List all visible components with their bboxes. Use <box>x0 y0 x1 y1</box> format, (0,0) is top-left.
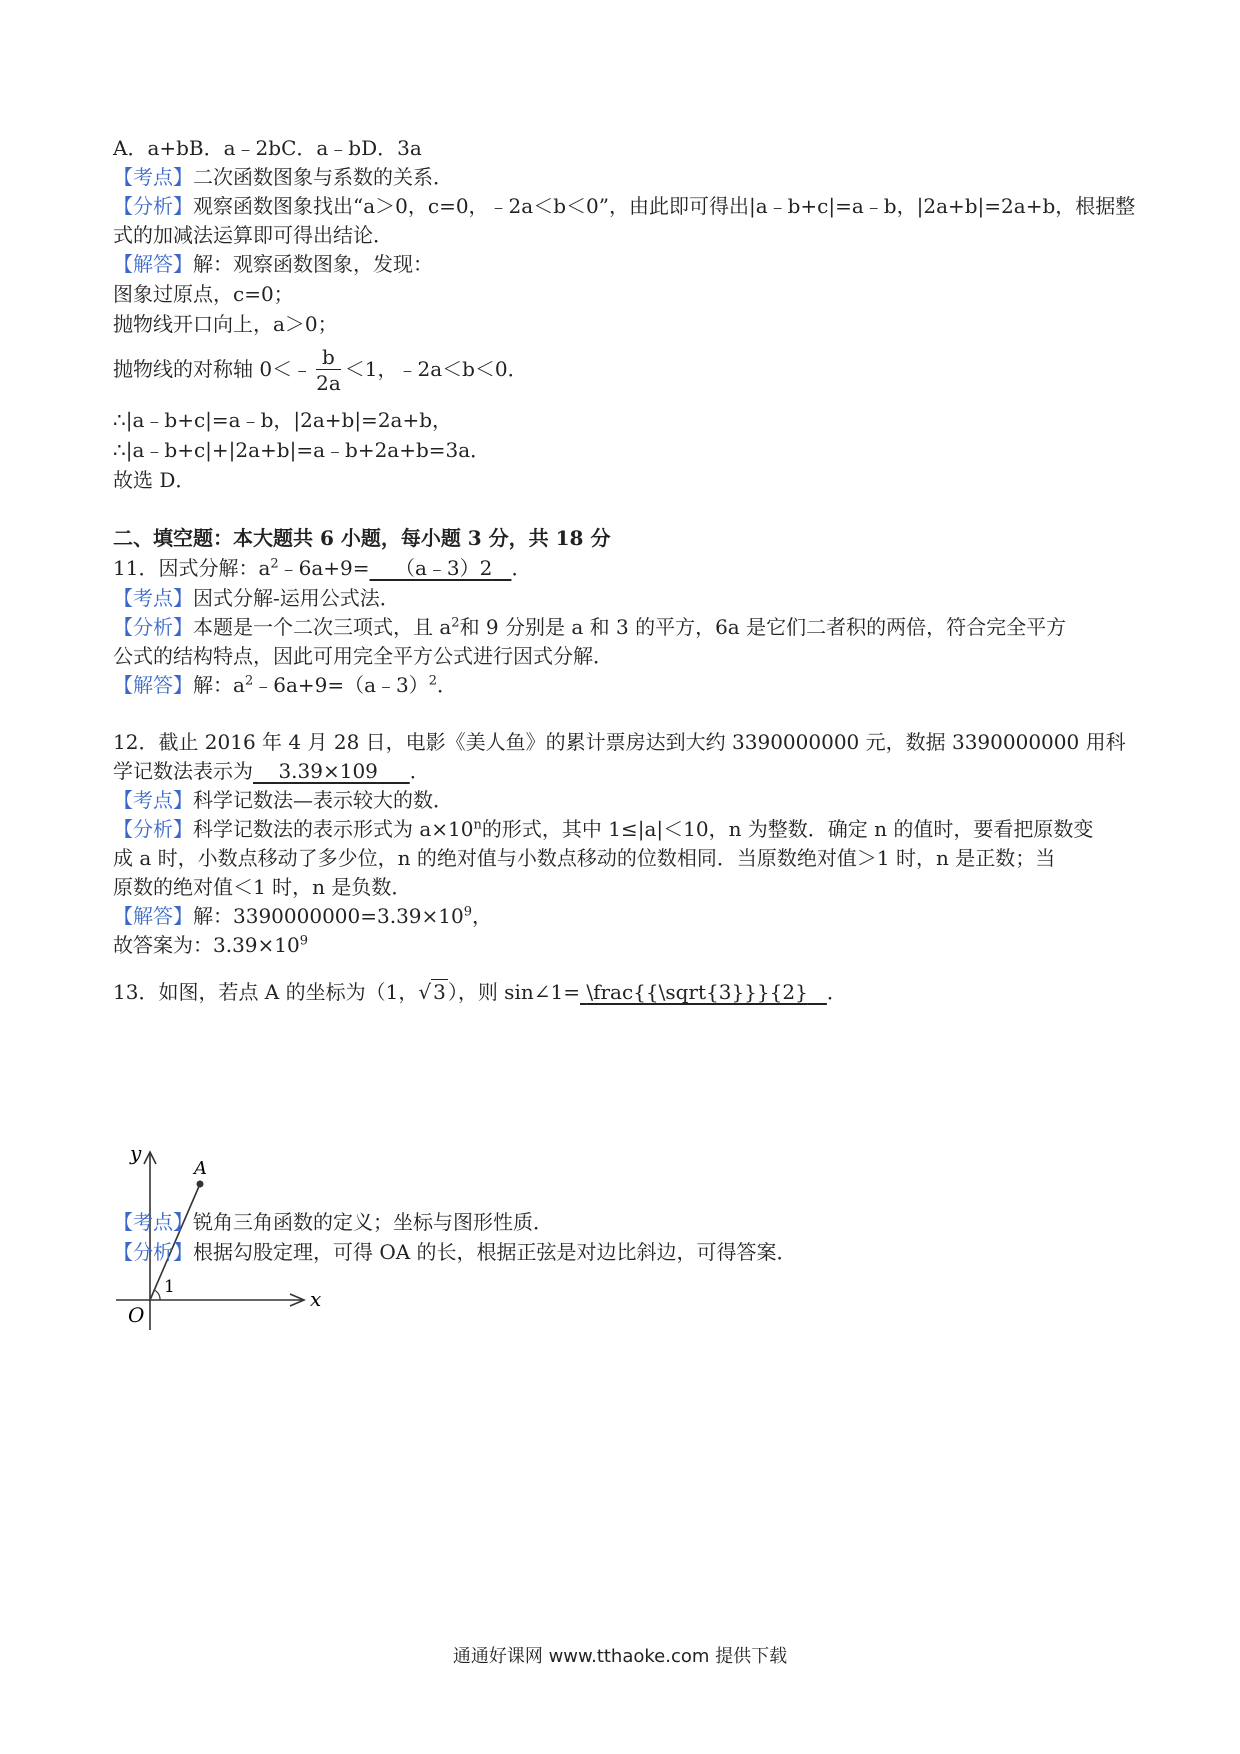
q13-kaodian <box>113 1208 553 1236</box>
q12-jieda <box>113 902 492 930</box>
q11-stem <box>113 554 531 582</box>
q10-jieda <box>113 250 433 278</box>
q13-stem-end: ． <box>826 980 847 1004</box>
fenxi-text-a: 科学记数法的表示形式为 a×10 <box>193 817 474 841</box>
fenxi-sup: 2 <box>451 615 460 631</box>
q12-answer-text: 3.39×109 <box>278 759 378 783</box>
q10-line-a0: 抛物线开口向上，a＞0； <box>113 312 338 336</box>
jieda-sup2: 2 <box>428 673 438 689</box>
fraction-b-over-2a <box>316 345 341 396</box>
q12-kaodian <box>113 786 453 814</box>
q13-answer-text: \frac{{\sqrt{3}}}{2} <box>586 980 808 1004</box>
fenxi-text-b: 和 9 分别是 a 和 3 的平方，6a 是它们二者积的两倍，符合完全平方 <box>459 615 1067 639</box>
jieda-text: 解：观察函数图象，发现： <box>193 252 433 276</box>
q10-kaodian <box>113 163 453 191</box>
q10-fenxi <box>113 192 1135 220</box>
fenxi-text: 根据勾股定理，可得 OA 的长，根据正弦是对边比斜边，可得答案． <box>193 1240 797 1264</box>
sqrt-radicand: 3 <box>433 980 446 1004</box>
sqrt-3: √ 3 <box>418 980 446 1004</box>
fenxi-tag: 【分析】 <box>113 194 193 218</box>
angle-1-arc <box>154 1290 160 1300</box>
q11-stem-mid: ﹣6a+9= <box>278 556 370 580</box>
fenxi-tag: 【分析】 <box>113 1240 193 1264</box>
q11-fenxi <box>113 613 1066 641</box>
q12-stem-prefix: 学记数法表示为 <box>113 759 253 783</box>
q13-answer <box>580 980 827 1004</box>
kaodian-tag: 【考点】 <box>113 788 193 812</box>
coord-close: ） <box>447 980 458 1004</box>
axis-suffix: ＜1，﹣2a＜b＜0． <box>344 357 528 381</box>
kaodian-tag: 【考点】 <box>113 165 193 189</box>
q13-coordinate <box>366 980 458 1004</box>
y-label: y <box>130 1141 142 1165</box>
jieda-tag: 【解答】 <box>113 252 193 276</box>
q10-options: A．a+bB．a﹣2bC．a﹣bD．3a <box>113 136 422 160</box>
kaodian-tag: 【考点】 <box>113 1210 193 1234</box>
final-sup: 9 <box>299 933 309 949</box>
q10-axis-line <box>113 344 528 396</box>
kaodian-text: 二次函数图象与系数的关系． <box>193 165 453 189</box>
q13-fenxi <box>113 1238 797 1266</box>
kaodian-text: 锐角三角函数的定义；坐标与图形性质． <box>193 1210 553 1234</box>
section2-heading: 二、填空题：本大题共 6 小题，每小题 3 分，共 18 分 <box>113 526 611 550</box>
kaodian-text: 科学记数法—表示较大的数． <box>193 788 453 812</box>
fenxi-sup: n <box>473 817 482 833</box>
point-a <box>197 1181 204 1188</box>
x-label: x <box>310 1287 322 1311</box>
q10-therefore2: ∴|a﹣b+c|+|2a+b|=a﹣b+2a+b=3a． <box>113 438 491 462</box>
q11-jieda <box>113 671 457 699</box>
coord-open: （1， <box>365 980 419 1004</box>
jieda-text-a: 解：3390000000=3.39×10 <box>193 904 464 928</box>
kaodian-text: 因式分解-运用公式法． <box>193 586 400 610</box>
fenxi-text-b: 的形式，其中 1≤|a|＜10，n 为整数．确定 n 的值时，要看把原数变 <box>481 817 1094 841</box>
jieda-text-b: ， <box>472 904 493 928</box>
kaodian-tag: 【考点】 <box>113 586 193 610</box>
q12-final <box>113 931 308 959</box>
jieda-text-a: 解：a <box>193 673 245 697</box>
q12-stem-end: ． <box>409 759 430 783</box>
fenxi-text-a: 本题是一个二次三项式，且 a <box>193 615 452 639</box>
jieda-text-c: ． <box>437 673 458 697</box>
q11-answer <box>370 556 512 580</box>
q11-stem-sup: 2 <box>270 556 279 572</box>
q11-fenxi-line2: 公式的结构特点，因此可用完全平方公式进行因式分解． <box>113 644 613 668</box>
fenxi-tag: 【分析】 <box>113 817 193 841</box>
jieda-text-b: ﹣6a+9=（a﹣3） <box>253 673 429 697</box>
q13-stem <box>113 978 847 1006</box>
jieda-tag: 【解答】 <box>113 904 193 928</box>
q13-stem-mid: ，则 sin∠1= <box>457 980 580 1004</box>
final-text: 故答案为：3.39×10 <box>113 933 300 957</box>
point-a-label: A <box>194 1158 207 1179</box>
q11-stem-end: ． <box>511 556 532 580</box>
axis-prefix: 抛物线的对称轴 0＜﹣ <box>113 357 313 381</box>
q12-fenxi-line2: 成 a 时，小数点移动了多少位，n 的绝对值与小数点移动的位数相同．当原数绝对值＞1 时，n 是正数；当 <box>113 846 1056 870</box>
q10-fenxi-line2: 式的加减法运算即可得出结论． <box>113 223 393 247</box>
q10-therefore1: ∴|a﹣b+c|=a﹣b，|2a+b|=2a+b， <box>113 408 453 432</box>
q10-line-c0: 图象过原点，c=0； <box>113 282 294 306</box>
origin-label: O <box>128 1303 145 1327</box>
q12-fenxi <box>113 815 1093 843</box>
fenxi-tag: 【分析】 <box>113 615 193 639</box>
q12-answer <box>253 759 410 783</box>
fraction-numerator: b <box>316 345 341 370</box>
q10-choose: 故选 D． <box>113 468 196 492</box>
q12-stem-line2 <box>113 757 430 785</box>
q12-stem-line1: 12．截止 2016 年 4 月 28 日，电影《美人鱼》的累计票房达到大约 3390000000 元，数据 3390000000 用科 <box>113 730 1126 754</box>
footer-source: 通通好课网 www.tthaoke.com 提供下载 <box>452 1646 788 1667</box>
q11-answer-text: （a﹣3）2 <box>394 556 493 580</box>
q12-fenxi-line3: 原数的绝对值＜1 时，n 是负数． <box>113 875 412 899</box>
jieda-sup1: 2 <box>244 673 254 689</box>
q11-stem-prefix: 11．因式分解：a <box>113 556 271 580</box>
q13-stem-prefix: 13．如图，若点 A 的坐标为 <box>113 980 366 1004</box>
jieda-tag: 【解答】 <box>113 673 193 697</box>
fraction-denominator: 2a <box>316 371 341 395</box>
angle-1-label: 1 <box>164 1277 175 1297</box>
q11-kaodian <box>113 584 400 612</box>
fenxi-text: 观察函数图象找出“a＞0，c=0，﹣2a＜b＜0”，由此即可得出|a﹣b+c|=a﹣b，|2a+b|=2a+b，根据整 <box>193 194 1136 218</box>
jieda-sup: 9 <box>463 904 473 920</box>
